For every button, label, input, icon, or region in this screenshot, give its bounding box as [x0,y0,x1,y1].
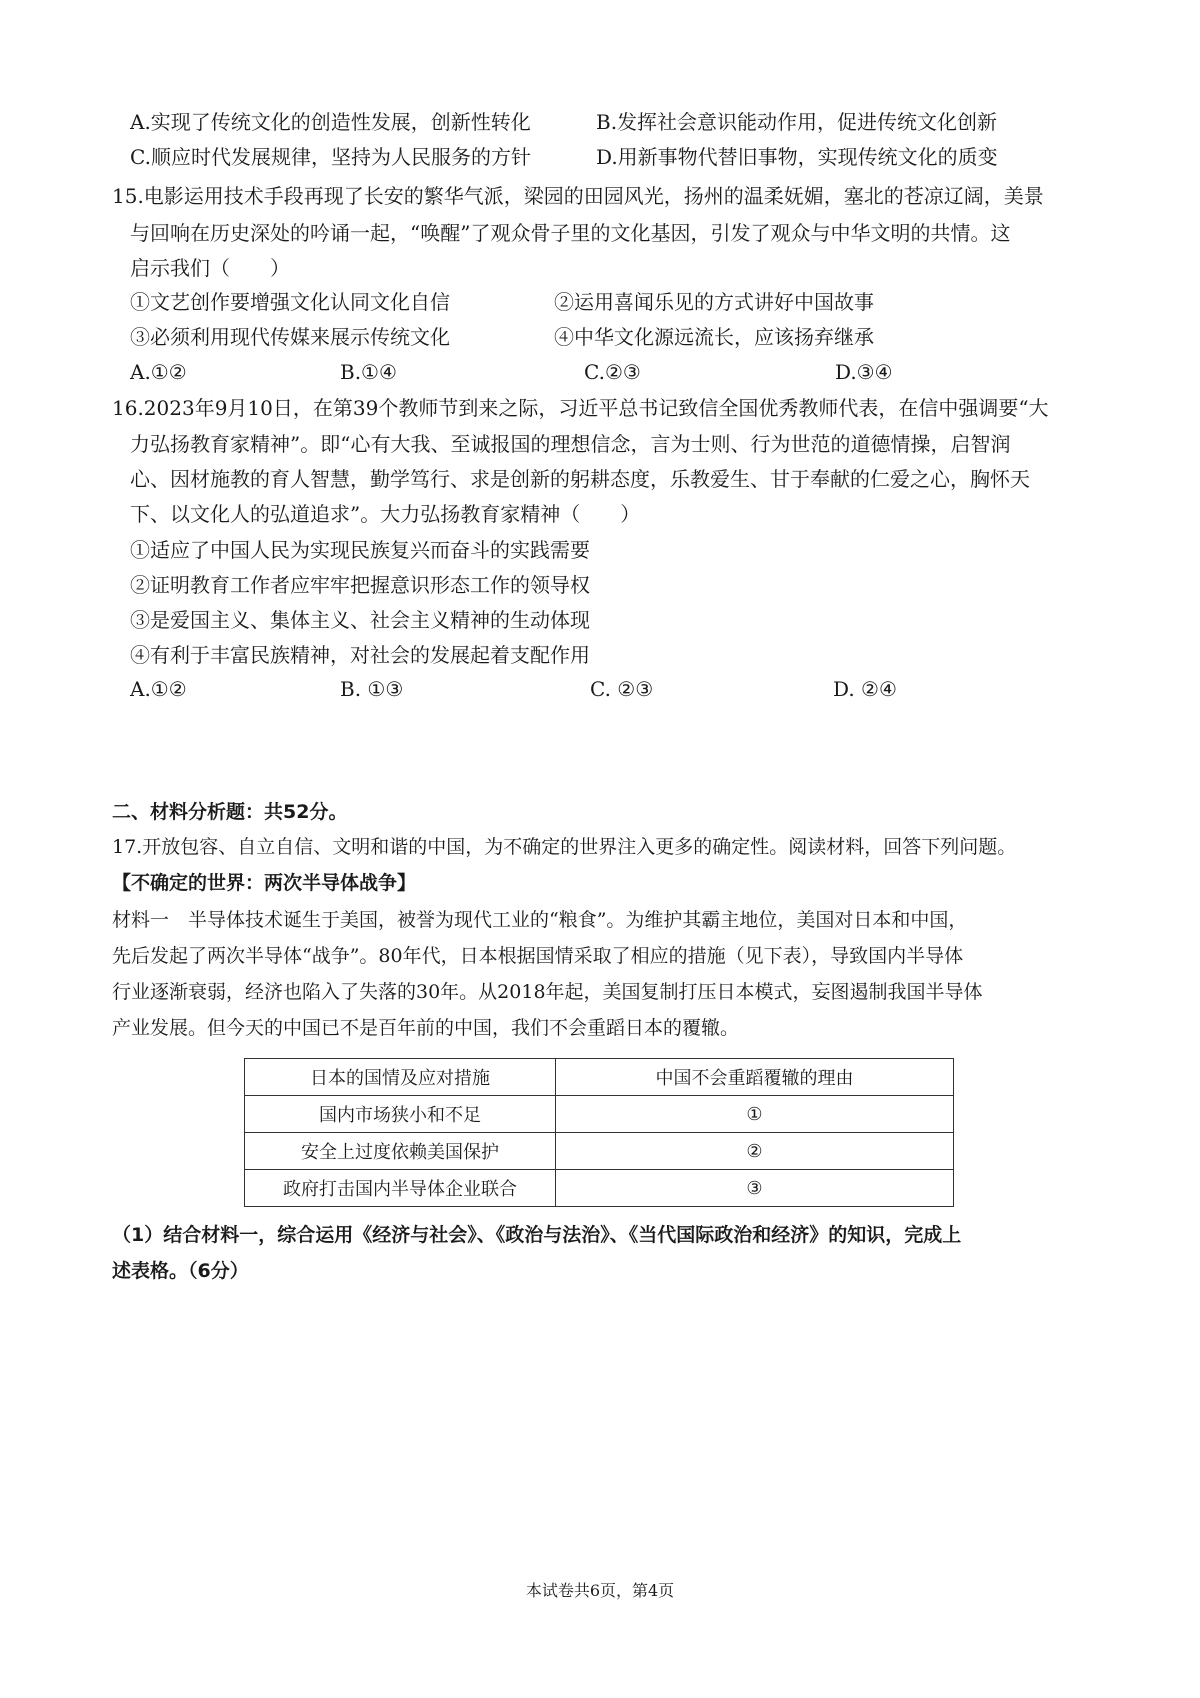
q15-statement-3: ③必须利用现代传媒来展示传统文化 [130,325,450,349]
table-cell: 国内市场狭小和不足 [245,1096,556,1133]
q16-statement-3: ③是爱国主义、集体主义、社会主义精神的生动体现 [130,608,590,632]
q15-stem-line-1: 15.电影运用技术手段再现了长安的繁华气派，梁园的田园风光，扬州的温柔妩媚，塞北的苍凉辽阔，美景 [112,184,1044,208]
q16-statement-1: ①适应了中国人民为实现民族复兴而奋斗的实践需要 [130,538,590,562]
table-cell: ② [556,1133,954,1170]
q16-option-d: D. ②④ [833,677,897,701]
q16-stem-line-3: 心、因材施教的育人智慧，勤学笃行、求是创新的躬耕态度，乐教爱生、甘于奉献的仁爱之心，胸怀天 [130,467,1030,491]
q14-option-a: A.实现了传统文化的创造性发展，创新性转化 [130,110,531,134]
q16-stem-line-2: 力弘扬教育家精神”。即“心有大我、至诚报国的理想信念，言为士则、行为世范的道德情操，启智润 [130,432,1011,456]
q17-intro: 17.开放包容、自立自信、文明和谐的中国，为不确定的世界注入更多的确定性。阅读材料，回答下列问题。 [112,836,1017,858]
q16-statement-2: ②证明教育工作者应牢牢把握意识形态工作的领导权 [130,573,590,597]
table-header-row [245,1059,954,1096]
q15-statement-4: ④中华文化源远流长，应该扬弃继承 [554,325,874,349]
q16-statement-4: ④有利于丰富民族精神，对社会的发展起着支配作用 [130,643,590,667]
material-subheading: 【不确定的世界：两次半导体战争】 [112,872,417,894]
table-header-cell: 日本的国情及应对措施 [245,1059,556,1096]
table-cell: ③ [556,1170,954,1207]
table-cell: 安全上过度依赖美国保护 [245,1133,556,1170]
q16-option-a: A.①② [130,677,187,701]
q14-option-c: C.顺应时代发展规律，坚持为人民服务的方针 [130,145,531,169]
material-1-line-4: 产业发展。但今天的中国已不是百年前的中国，我们不会重蹈日本的覆辙。 [112,1017,740,1039]
q15-statement-1: ①文艺创作要增强文化认同文化自信 [130,290,450,314]
table-row [245,1096,954,1133]
q14-option-b: B.发挥社会意识能动作用，促进传统文化创新 [596,110,998,134]
comparison-table [244,1058,954,1207]
q15-stem-line-3: 启示我们（ ） [130,256,290,280]
q16-option-b: B. ①③ [340,677,404,701]
q15-option-d: D.③④ [835,360,893,384]
q16-stem-line-4: 下、以文化人的弘道追求”。大力弘扬教育家精神（ ） [130,502,641,526]
table-cell: ① [556,1096,954,1133]
material-1-line-1: 材料一 半导体技术诞生于美国，被誉为现代工业的“粮食”。为维护其霸主地位，美国对日本和中国， [112,909,968,931]
q15-stem-line-2: 与回响在历史深处的吟诵一起，“唤醒”了观众骨子里的文化基因，引发了观众与中华文明的共情。这 [130,221,1011,245]
q16-option-c: C. ②③ [590,677,654,701]
q17-task-1-line-1: （1）结合材料一，综合运用《经济与社会》、《政治与法治》、《当代国际政治和经济》的知识，完成上 [112,1224,962,1246]
material-1-line-2: 先后发起了两次半导体“战争”。80年代，日本根据国情采取了相应的措施（见下表），导致国内半导体 [112,945,964,967]
section-heading: 二、材料分析题：共52分。 [112,801,348,823]
table-header-cell: 中国不会重蹈覆辙的理由 [556,1059,954,1096]
q14-option-d: D.用新事物代替旧事物，实现传统文化的质变 [596,145,998,169]
page-footer: 本试卷共6页，第4页 [525,1581,675,1600]
table-cell: 政府打击国内半导体企业联合 [245,1170,556,1207]
q15-statement-2: ②运用喜闻乐见的方式讲好中国故事 [554,290,874,314]
q15-option-c: C.②③ [584,360,641,384]
q17-task-1-line-2: 述表格。（6分） [112,1260,249,1282]
table-row [245,1133,954,1170]
table-row [245,1170,954,1207]
q15-option-a: A.①② [130,360,187,384]
material-1-line-3: 行业逐渐衰弱，经济也陷入了失落的30年。从2018年起，美国复制打压日本模式，妄图遏制我国半导体 [112,981,983,1003]
q15-option-b: B.①④ [340,360,397,384]
q16-stem-line-1: 16.2023年9月10日，在第39个教师节到来之际，习近平总书记致信全国优秀教师代表，在信中强调要“大 [112,396,1049,420]
